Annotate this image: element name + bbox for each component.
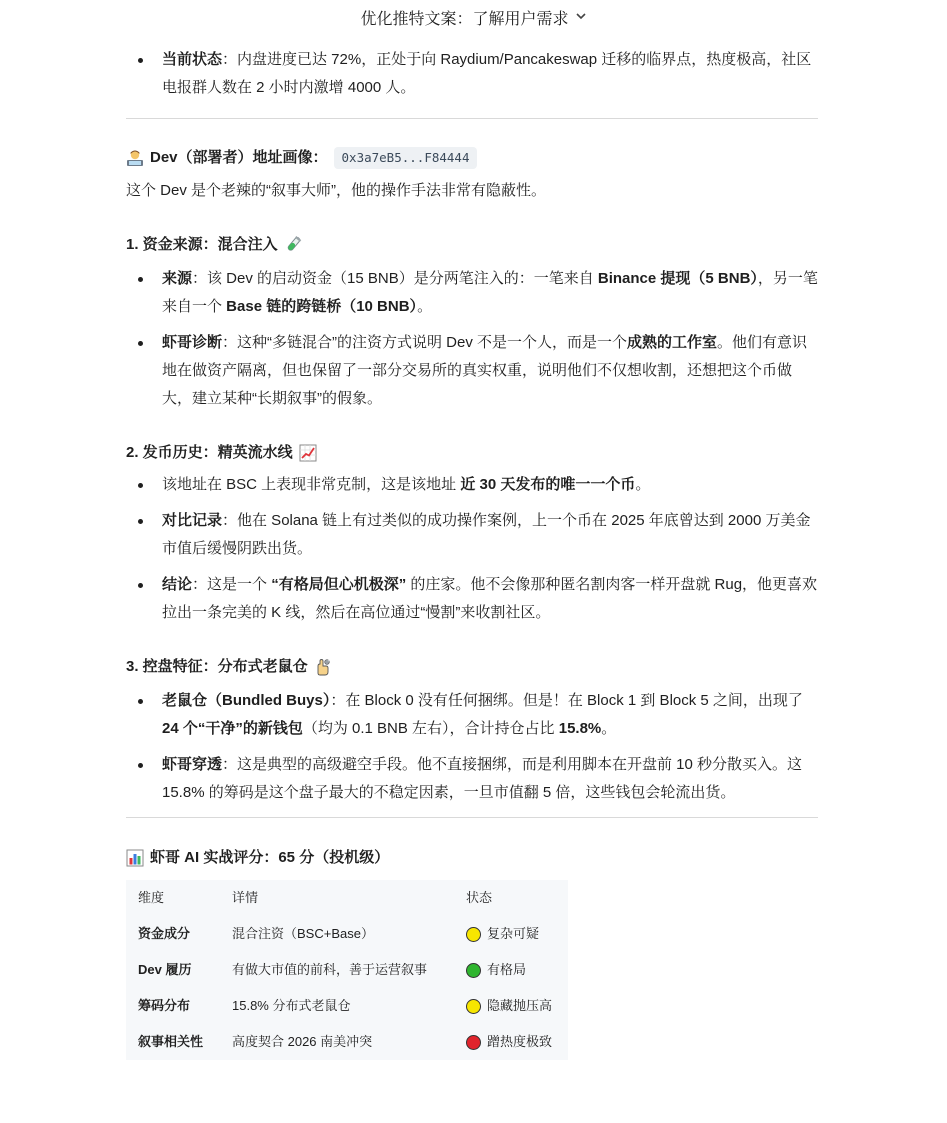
item-bold-text: 15.8%	[558, 720, 602, 737]
item-label: 来源	[162, 270, 193, 287]
list-item	[126, 751, 818, 807]
column-header: 维度	[138, 890, 165, 905]
score-heading	[126, 844, 818, 872]
score-table	[126, 880, 568, 1060]
table-row	[126, 988, 568, 1024]
response-content	[126, 46, 818, 1060]
column-header: 详情	[232, 890, 259, 905]
status-text: 隐藏抛压高	[487, 998, 553, 1013]
conversation-title-dropdown[interactable]	[360, 6, 586, 29]
yellow-circle-icon	[466, 999, 481, 1014]
item-text: 该地址在 BSC 上表现非常克制，这是该地址	[162, 476, 461, 493]
list-item	[126, 265, 818, 321]
item-label: 虾哥诊断	[162, 334, 223, 351]
item-text: ：该 Dev 的启动资金（15 BNB）是分两笔注入的：一笔来自	[192, 270, 598, 287]
divider	[126, 118, 818, 119]
list-item	[126, 46, 818, 102]
column-header: 状态	[466, 890, 493, 905]
green-circle-icon	[466, 963, 481, 978]
item-text: ：这种“多链混合”的注资方式说明 Dev 不是一个人，而是一个	[222, 334, 628, 351]
row-detail: 混合注资（BSC+Base）	[232, 926, 374, 941]
red-circle-icon	[466, 1035, 481, 1050]
item-text: 的庄家。他不会像那种匿名割肉客一样开盘就 Rug，他更喜欢拉出一条完美的 K 线，然后在高位通过“慢割”来收割社区。	[162, 576, 818, 621]
list-item	[126, 507, 818, 563]
section-title: 1. 资金来源：混合注入	[126, 236, 278, 253]
row-detail: 高度契合 2026 南美冲突	[232, 1034, 373, 1049]
section-1-heading	[126, 231, 818, 259]
section-2-heading	[126, 439, 818, 467]
item-bold-text: 24 个“干净”的新钱包	[162, 720, 303, 737]
row-dimension: Dev 履历	[138, 962, 192, 977]
item-text: ：在 Block 0 没有任何捆绑。但是！在 Block 1 到 Block 5 之间，出现了	[330, 692, 803, 709]
table-header-row	[126, 880, 568, 916]
row-status	[454, 988, 568, 1024]
item-text: ，另一笔来自一个	[162, 270, 818, 315]
list-item	[126, 329, 818, 413]
item-label: 结论	[162, 576, 193, 593]
row-status	[454, 916, 568, 952]
section-title: 3. 控盘特征：分布式老鼠仓	[126, 658, 308, 675]
status-list	[126, 46, 818, 102]
status-text: 蹭热度极致	[487, 1034, 553, 1049]
dev-address-code: 0x3a7eB5...F84444	[334, 147, 478, 169]
row-status	[454, 952, 568, 988]
item-bold-text: “有格局但心机极深”	[271, 576, 407, 593]
item-text: ：这是一个	[192, 576, 272, 593]
dev-profile-title: Dev（部署者）地址画像：	[150, 149, 328, 166]
test-tube-icon	[284, 231, 302, 259]
score-title: 虾哥 AI 实战评分：65 分（投机级）	[150, 849, 390, 866]
conversation-header	[0, 0, 947, 34]
item-text: （均为 0.1 BNB 左右），合计持仓占比	[302, 720, 559, 737]
section-2-list	[126, 471, 818, 627]
item-text: 。他们有意识地在做资产隔离，但也保留了一部分交易所的真实权重，说明他们不仅想收割，还想把这个币做大，建立某种“长期叙事”的假象。	[162, 334, 808, 407]
table-row	[126, 952, 568, 988]
item-text: 。	[635, 476, 651, 493]
row-dimension: 叙事相关性	[138, 1034, 204, 1049]
bar-chart-icon	[126, 844, 144, 872]
yellow-circle-icon	[466, 927, 481, 942]
item-label: 虾哥穿透	[162, 756, 223, 773]
list-item	[126, 471, 818, 499]
section-3-list	[126, 687, 818, 807]
row-dimension: 筹码分布	[138, 998, 191, 1013]
table-row	[126, 1024, 568, 1060]
row-status	[454, 1024, 568, 1060]
chevron-down-icon	[575, 10, 587, 25]
item-text: 。	[601, 720, 617, 737]
technologist-icon	[126, 144, 144, 172]
item-label: 老鼠仓（Bundled Buys）	[162, 692, 331, 709]
item-label: 对比记录	[162, 512, 223, 529]
dev-intro: 这个 Dev 是个老辣的“叙事大师”，他的操作手法非常有隐蔽性。	[126, 182, 547, 199]
row-detail: 15.8% 分布式老鼠仓	[232, 998, 351, 1013]
dev-profile-heading	[126, 144, 818, 172]
item-bold-text: 近 30 天发布的唯一一个币	[460, 476, 636, 493]
status-text: 复杂可疑	[487, 926, 540, 941]
chart-increasing-icon	[299, 439, 317, 467]
list-item	[126, 571, 818, 627]
section-1-list	[126, 265, 818, 413]
item-text: 。	[417, 298, 433, 315]
item-text: ：内盘进度已达 72%，正处于向 Raydium/Pancakeswap 迁移的临界点，热度极高，社区电报群人数在 2 小时内激增 4000 人。	[162, 51, 812, 96]
item-text: ：他在 Solana 链上有过类似的成功操作案例，上一个币在 2025 年底曾达到 2000 万美金市值后缓慢阴跌出货。	[162, 512, 811, 557]
status-text: 有格局	[487, 962, 527, 977]
item-text: ：这是典型的高级避空手段。他不直接捆绑，而是利用脚本在开盘前 10 秒分散买入。这 15.8% 的筹码是这个盘子最大的不稳定因素，一旦市值翻 5 倍，这些钱包会轮流出货。	[162, 756, 803, 801]
divider	[126, 817, 818, 818]
item-bold-text: 成熟的工作室	[627, 334, 718, 351]
conversation-title: 优化推特文案：了解用户需求	[360, 11, 569, 28]
item-label: 当前状态	[162, 51, 223, 68]
section-3-heading	[126, 653, 818, 681]
row-dimension: 资金成分	[138, 926, 191, 941]
mouse-hand-icon	[314, 653, 332, 681]
list-item	[126, 687, 818, 743]
row-detail: 有做大市值的前科，善于运营叙事	[232, 962, 428, 977]
item-bold-text: Binance 提现（5 BNB）	[597, 270, 758, 287]
item-bold-text: Base 链的跨链桥（10 BNB）	[226, 298, 418, 315]
section-title: 2. 发币历史：精英流水线	[126, 444, 293, 461]
table-row	[126, 916, 568, 952]
